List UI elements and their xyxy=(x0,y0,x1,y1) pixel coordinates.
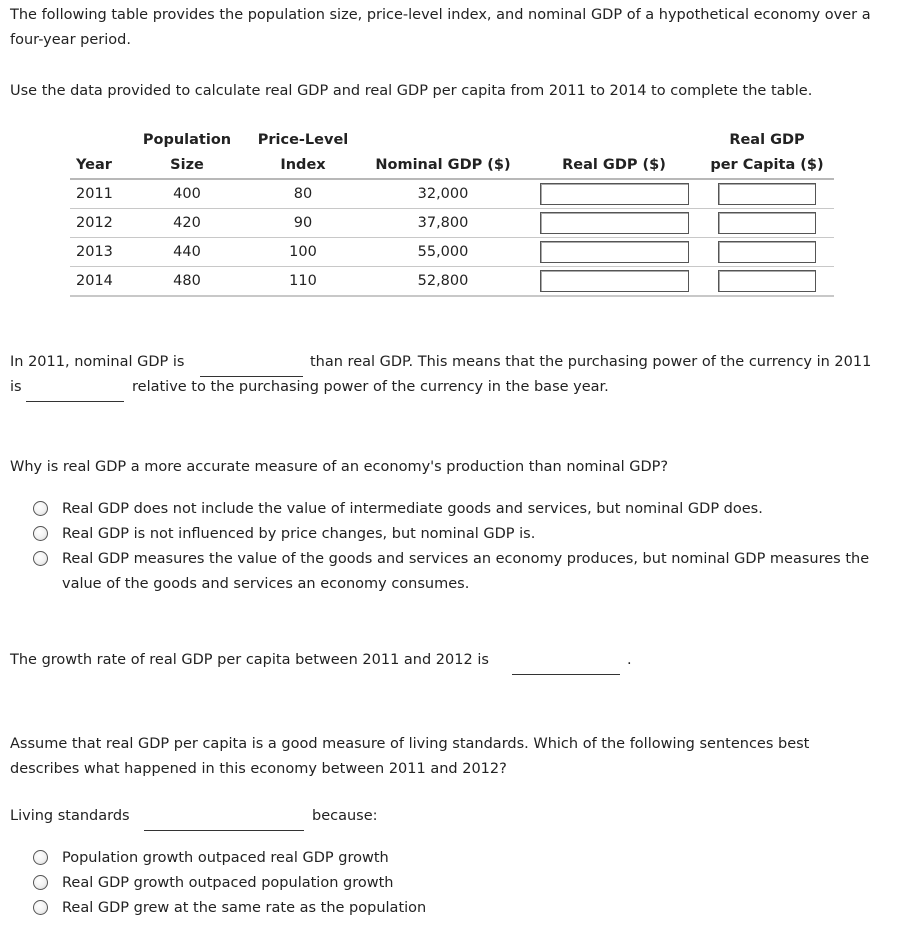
real-gdp-input-2013[interactable] xyxy=(540,241,689,263)
real-gdp-input-2012[interactable] xyxy=(540,212,689,234)
cell-year: 2013 xyxy=(70,238,126,267)
living-option-2[interactable] xyxy=(33,871,393,896)
cell-population: 440 xyxy=(126,238,248,267)
cell-real-gdp xyxy=(528,267,700,297)
cell-nominal-gdp: 52,800 xyxy=(358,267,528,297)
cell-nominal-gdp: 55,000 xyxy=(358,238,528,267)
cell-population: 420 xyxy=(126,209,248,238)
radio-button[interactable] xyxy=(33,875,48,890)
table-row xyxy=(70,209,834,238)
cell-price-index: 90 xyxy=(248,209,358,238)
cell-real-gdp xyxy=(528,179,700,209)
nominal-comparison-part1: In 2011, nominal GDP is xyxy=(10,354,185,370)
header-nominal-gdp: Nominal GDP ($) xyxy=(375,157,511,173)
table-header-row xyxy=(70,128,834,179)
cell-real-gdp xyxy=(528,209,700,238)
real-gdp-input-2014[interactable] xyxy=(540,270,689,292)
cell-year: 2011 xyxy=(70,179,126,209)
radio-button[interactable] xyxy=(33,501,48,516)
living-question-line-2: describes what happened in this economy between 2011 and 2012? xyxy=(10,761,507,777)
header-population: Population Size xyxy=(142,132,232,173)
cell-real-gdp-per-capita xyxy=(700,267,834,297)
cell-nominal-gdp: 37,800 xyxy=(358,209,528,238)
purchasing-power-part4: relative to the purchasing power of the currency in the base year. xyxy=(132,379,609,395)
header-year: Year xyxy=(76,157,112,173)
because-label: because: xyxy=(312,808,378,824)
radio-button[interactable] xyxy=(33,900,48,915)
cell-real-gdp xyxy=(528,238,700,267)
living-option-3[interactable] xyxy=(33,896,426,921)
header-real-gdp: Real GDP ($) xyxy=(562,157,666,173)
nominal-comparison-part2: than real GDP. This means that the purchasing power of the currency in 2011 xyxy=(310,354,872,370)
nominal-comparison-dropdown[interactable] xyxy=(200,360,303,377)
per-capita-input-2013[interactable] xyxy=(718,241,816,263)
living-standards-question xyxy=(10,732,809,782)
growth-rate-input[interactable] xyxy=(512,658,620,675)
table-row xyxy=(70,267,834,297)
accuracy-option-1[interactable] xyxy=(33,497,763,522)
radio-button[interactable] xyxy=(33,850,48,865)
radio-button[interactable] xyxy=(33,526,48,541)
cell-population: 480 xyxy=(126,267,248,297)
cell-year: 2012 xyxy=(70,209,126,238)
purchasing-power-part3: is xyxy=(10,379,22,395)
radio-button[interactable] xyxy=(33,551,48,566)
cell-year: 2014 xyxy=(70,267,126,297)
option-label: Real GDP grew at the same rate as the population xyxy=(62,900,427,916)
option-label: Real GDP is not influenced by price changes, but nominal GDP is. xyxy=(62,526,536,542)
per-capita-input-2011[interactable] xyxy=(718,183,816,205)
header-real-gdp-per-capita: Real GDP per Capita ($) xyxy=(710,132,824,173)
living-option-1[interactable] xyxy=(33,846,389,871)
option-label: Population growth outpaced real GDP growth xyxy=(62,850,389,866)
living-question-line-1: Assume that real GDP per capita is a good measure of living standards. Which of the following sentences best xyxy=(10,736,810,752)
per-capita-input-2014[interactable] xyxy=(718,270,816,292)
cell-price-index: 80 xyxy=(248,179,358,209)
living-standards-dropdown[interactable] xyxy=(144,814,304,831)
intro-line-1: The following table provides the population size, price-level index, and nominal GDP of a hypothetical economy over a xyxy=(10,7,871,23)
gdp-table xyxy=(70,128,834,297)
purchasing-power-dropdown[interactable] xyxy=(26,385,124,402)
cell-real-gdp-per-capita xyxy=(700,238,834,267)
option-label: Real GDP measures the value of the goods and services an economy produces, but nominal GDP measures the value of the goods and services an economy consumes. xyxy=(62,551,870,592)
accuracy-option-3[interactable] xyxy=(33,547,869,597)
living-standards-label: Living standards xyxy=(10,808,130,824)
table-row xyxy=(70,238,834,267)
cell-real-gdp-per-capita xyxy=(700,209,834,238)
header-price-index: Price-Level Index xyxy=(257,132,349,173)
accuracy-question-prompt: Why is real GDP a more accurate measure of an economy's production than nominal GDP? xyxy=(10,459,669,475)
cell-price-index: 100 xyxy=(248,238,358,267)
cell-real-gdp-per-capita xyxy=(700,179,834,209)
accuracy-option-2[interactable] xyxy=(33,522,535,547)
cell-nominal-gdp: 32,000 xyxy=(358,179,528,209)
cell-population: 400 xyxy=(126,179,248,209)
intro-paragraph xyxy=(10,3,871,53)
option-label: Real GDP growth outpaced population growth xyxy=(62,875,394,891)
per-capita-input-2012[interactable] xyxy=(718,212,816,234)
table-row xyxy=(70,179,834,209)
real-gdp-input-2011[interactable] xyxy=(540,183,689,205)
intro-line-2: four-year period. xyxy=(10,32,131,48)
growth-rate-text: The growth rate of real GDP per capita between 2011 and 2012 is xyxy=(10,652,489,668)
growth-rate-period: . xyxy=(627,652,632,668)
cell-price-index: 110 xyxy=(248,267,358,297)
option-label: Real GDP does not include the value of intermediate goods and services, but nominal GDP does. xyxy=(62,501,763,517)
instruction-text: Use the data provided to calculate real GDP and real GDP per capita from 2011 to 2014 to complete the table. xyxy=(10,83,813,99)
